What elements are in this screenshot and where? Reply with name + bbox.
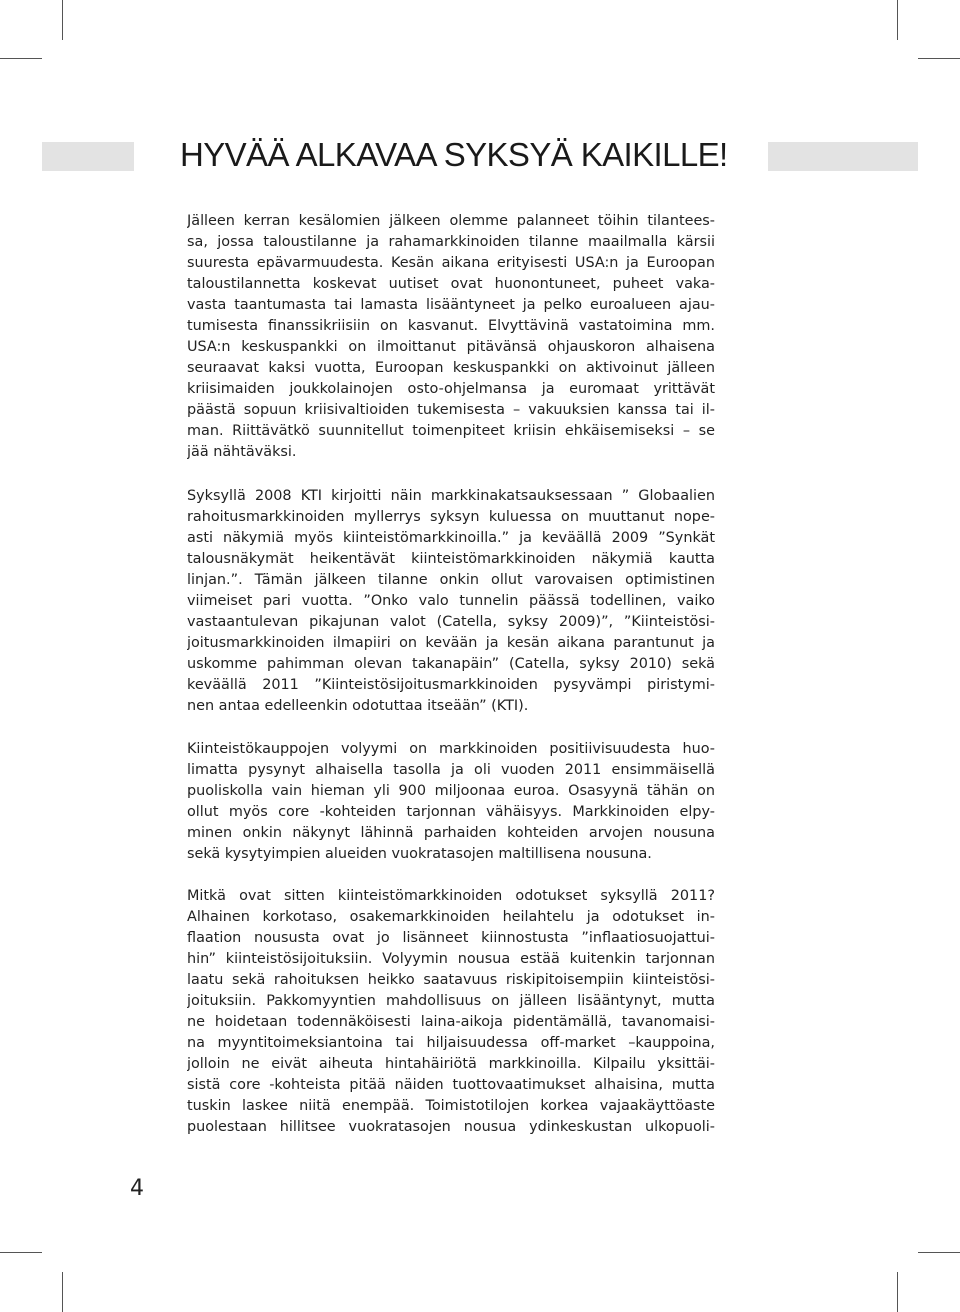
text-line: keväällä 2011 ”Kiinteistösijoitusmarkkinoiden pysyvämpi piristymi- [187, 677, 715, 693]
paragraph-1 [187, 211, 715, 463]
text-line: flaation noususta ovat jo lisänneet kiinnostusta ”inflaatiosuojattui- [187, 930, 715, 946]
text-line: suuresta epävarmuudesta. Kesän aikana erityisesti USA:n ja Euroopan [187, 255, 715, 271]
text-line: ollut myös core -kohteiden tarjonnan vähäisyys. Markkinoiden elpy- [187, 804, 715, 820]
crop-mark [918, 1252, 960, 1253]
text-line: Mitkä ovat sitten kiinteistömarkkinoiden odotukset syksyllä 2011? [187, 888, 715, 904]
text-line: Jälleen kerran kesälomien jälkeen olemme palanneet töihin tilantees- [187, 213, 715, 229]
text-line: ne hoidetaan todennäköisesti laina-aikoja pidentämällä, tavanomaisi- [187, 1014, 715, 1030]
text-line: talousnäkymät heikentävät kiinteistömarkkinoiden näkymiä kautta [187, 551, 715, 567]
text-line: asti näkymiä myös kiinteistömarkkinoilla.” ja keväällä 2009 ”Synkät [187, 530, 715, 546]
text-line: päästä sopuun kriisivaltioiden tukemisesta – vakuuksien kanssa tai il- [187, 402, 715, 418]
crop-mark [62, 0, 63, 40]
header-bar-right [768, 142, 918, 171]
page-number: 4 [130, 1176, 144, 1201]
crop-mark [62, 1272, 63, 1312]
text-line: Alhainen korkotaso, osakemarkkinoiden heilahtelu ja odotukset in- [187, 909, 715, 925]
text-line: rahoitusmarkkinoiden myllerrys syksyn kuluessa on muuttanut nope- [187, 509, 715, 525]
text-line: joituksiin. Pakkomyyntien mahdollisuus on jälleen lisääntynyt, mutta [187, 993, 715, 1009]
text-line: joitusmarkkinoiden ilmapiiri on kevään ja kesän aikana parantunut ja [187, 635, 715, 651]
text-line: hin” kiinteistösijoituksiin. Volyymin nousua estää kuitenkin tarjonnan [187, 951, 715, 967]
text-line: minen onkin näkynyt lähinnä parhaiden kohteiden arvojen nousuna [187, 825, 715, 841]
text-line: seuraavat kaksi vuotta, Euroopan keskuspankki on aktivoinut jälleen [187, 360, 715, 376]
paragraph-3 [187, 739, 715, 865]
text-line: USA:n keskuspankki on ilmoittanut pitävänsä ohjauskoron alhaisena [187, 339, 715, 355]
text-line: taloustilannetta koskevat uutiset ovat huonontuneet, puheet vaka- [187, 276, 715, 292]
text-line: Syksyllä 2008 KTI kirjoitti näin markkinakatsauksessaan ” Globaalien [187, 488, 715, 504]
crop-mark [0, 1252, 42, 1253]
text-line: tuskin laskee niitä enempää. Toimistotilojen korkea vajaakäyttöaste [187, 1098, 715, 1114]
text-line: vastaantulevan pikajunan valot (Catella, syksy 2009)”, ”Kiinteistösi- [187, 614, 715, 630]
text-line: kriisimaiden joukkolainojen osto-ohjelmansa ja euromaat yrittävät [187, 381, 715, 397]
paragraph-2 [187, 486, 715, 717]
text-line: puolestaan hillitsee vuokratasojen nousua ydinkeskustan ulkopuoli- [187, 1119, 715, 1135]
text-line: na myyntitoimeksiantoina tai hiljaisuudessa off-market –kauppoina, [187, 1035, 715, 1051]
crop-mark [918, 58, 960, 59]
text-line: laatu sekä rahoituksen heikko saatavuus riskipitoisempiin kiinteistösi- [187, 972, 715, 988]
crop-mark [897, 1272, 898, 1312]
text-line: nen antaa edelleenkin odotuttaa itseään” (KTI). [187, 698, 529, 714]
text-line: sistä core -kohteista pitää näiden tuottovaatimukset alhaisina, mutta [187, 1077, 715, 1093]
header-bar-left [42, 142, 134, 171]
text-line: viimeiset pari vuotta. ”Onko valo tunnelin päässä todellinen, vaiko [187, 593, 715, 609]
text-line: jää nähtäväksi. [187, 444, 297, 460]
crop-mark [0, 58, 42, 59]
text-line: jolloin ne eivät aiheuta hintahäiriötä markkinoilla. Kilpailu yksittäi- [187, 1056, 715, 1072]
text-line: tumisesta finanssikriisiin on kasvanut. Elvyttävinä vastatoimina mm. [187, 318, 715, 334]
text-line: sekä kysytyimpien alueiden vuokratasojen maltillisena nousuna. [187, 846, 652, 862]
text-line: uskomme pahimman olevan takanapäin” (Catella, syksy 2010) sekä [187, 656, 715, 672]
text-line: linjan.”. Tämän jälkeen tilanne onkin ollut varovaisen optimistinen [187, 572, 715, 588]
text-line: sa, jossa taloustilanne ja rahamarkkinoiden tilanne maailmalla kärsii [187, 234, 715, 250]
text-line: vasta taantumasta tai lamasta lisääntyneet ja pelko euroalueen ajau- [187, 297, 715, 313]
paragraph-4 [187, 886, 715, 1138]
text-line: limatta pysynyt alhaisella tasolla ja oli vuoden 2011 ensimmäisellä [187, 762, 715, 778]
crop-mark [897, 0, 898, 40]
text-line: puoliskolla vain hieman yli 900 miljoonaa euroa. Osasyynä tähän on [187, 783, 715, 799]
page-title: HYVÄÄ ALKAVAA SYKSYÄ KAIKILLE! [180, 136, 728, 173]
text-line: Kiinteistökauppojen volyymi on markkinoiden positiivisuudesta huo- [187, 741, 715, 757]
text-line: man. Riittävätkö suunnitellut toimenpiteet kriisin ehkäisemiseksi – se [187, 423, 715, 439]
